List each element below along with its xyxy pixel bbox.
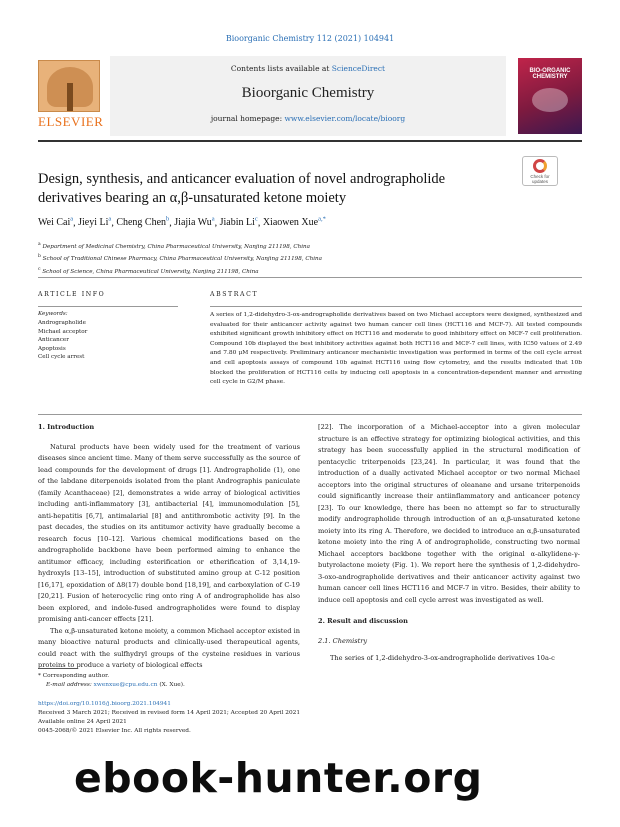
affiliation-divider [38, 277, 582, 278]
cover-title-line1: BIO-ORGANIC [529, 68, 571, 74]
keyword: Apoptosis [38, 345, 66, 352]
email-link[interactable]: xwenxue@cpu.edu.cn [93, 682, 158, 688]
abstract-bottom-divider [38, 414, 582, 415]
check-for-updates-badge[interactable] [522, 156, 558, 186]
author[interactable]: Xiaowen Xue$^{a,*}$ [262, 216, 326, 229]
section-heading-results: 2. Result and discussion [318, 617, 408, 625]
intro-paragraph: The α,β-unsaturated ketone moiety, a common Michael acceptor existed in many bioactive natural products and clinically-used therapeutical agents, could react with the sulfhydryl groups of the cysteine residues in various proteins to produce a variety of biological effects [38, 626, 300, 669]
section-heading-introduction: 1. Introduction [38, 423, 95, 431]
journal-masthead [38, 56, 582, 136]
doi-link[interactable]: https://doi.org/10.1016/j.bioorg.2021.104941 [38, 701, 171, 707]
abstract-text: A series of 1,2-didehydro-3-ox-andrographolide derivatives based on two Michael acceptors were designed, synthesized and evaluated for their anticancer activity against two human cancer cell lines (HCT116 and MCF-7). All tested compounds exhibited significant growth inhibitory effect on HCT116 and moderate to good inhibitory effect on MCF-7 cell proliferation. Compound 10b displayed the best inhibitory activities against both HCT116 and MCF-7 cell lines, with IC50 values of 2.49 and 7.80 μM respectively. Preliminary anticancer mechanistic investigation was performed in terms of the cell cycle arrest and cell apoptosis assays of compound 10b against HCT116 using flow cytometry, and the results indicated that 10b blocked the proliferation of HCT116 cells by inducing cell apoptosis in a concentration-dependent manner and arresting cell cycle in G2/M phase. [210, 312, 582, 386]
affiliation: $^a$ Department of Medicinal Chemistry, China Pharmaceutical University, Nanjing 211198, China [38, 242, 310, 250]
body-column-right [318, 422, 580, 665]
journal-cover-image[interactable] [518, 58, 582, 134]
header-divider [38, 140, 582, 142]
affiliation: $^c$ School of Science, China Pharmaceutical University, Nanjing 211198, China [38, 266, 259, 275]
contents-prefix: Contents lists available at [230, 64, 332, 73]
watermark-text: ebook-hunter.org [74, 754, 483, 802]
affiliation: $^b$ School of Traditional Chinese Pharmacy, China Pharmaceutical University, Nanjing 211198, China [38, 254, 322, 263]
keyword: Cell cycle arrest [38, 354, 85, 360]
abstract-divider [210, 306, 582, 307]
results-paragraph: The series of 1,2-didehydro-3-ox-andrographolide derivatives 10a-c [330, 654, 555, 662]
author[interactable]: Cheng Chen$^b$ [116, 216, 170, 229]
available-online: Available online 24 April 2021 [38, 719, 127, 725]
author[interactable]: Jiabin Li$^c$ [219, 216, 258, 229]
running-header[interactable]: Bioorganic Chemistry 112 (2021) 104941 [225, 34, 395, 43]
sciencedirect-link[interactable]: ScienceDirect [331, 64, 386, 73]
intro-paragraph-continued: [22]. The incorporation of a Michael-acceptor into a given molecular structure is an effective strategy for optimizing biological activities, and this strategy has been successfully applied in the structural modification of pentacyclic triterpenoids [23,24]. In particular, it was found that the introduction of a dually activated Michael acceptor or two normal Michael acceptors into the original structures of oleanane and ursane triterpenoids could significantly increase their antiinflammatory and anticancer potency [23]. To our knowledge, there has been no attempt so far to structurally modify andrographolide through introduction of an α,β-unsaturated ketone moiety into its ring A. Therefore, we decided to introduce an α,β-unsaturated ketone moiety into the ring A of andrographolide, constructing two normal Michael acceptors backbone together with the original α-alkylidene-γ-butyrolactone moiety (Fig. 1). We report here the synthesis of 1,2-didehydro-3-oxo-andrographolide derivatives and their anticancer activity against two human cancer cell lines HCT116 and MCF-7 in vitro. Besides, their ability to induce cell apoptosis and cell cycle arrest was investigated as well. [318, 423, 580, 604]
check-updates-label: Check for updates [530, 174, 550, 184]
affiliations [38, 240, 582, 277]
author[interactable]: Jieyi Li$^a$ [78, 216, 112, 229]
homepage-line [110, 114, 506, 123]
footnote-divider [38, 668, 78, 669]
keyword: Michael acceptor [38, 328, 88, 335]
keyword: Andrographolide [38, 320, 86, 326]
received-dates: Received 3 March 2021; Received in revised form 14 April 2021; Accepted 20 April 2021 [38, 710, 301, 716]
footnote [38, 672, 338, 690]
subsection-heading-chemistry: 2.1. Chemistry [318, 636, 368, 645]
author-list: Wei Cai$^a$, Jieyi Li$^a$, Cheng Chen$^b$, Jiajia Wu$^a$, Jiabin Li$^c$, Xiaowen Xue$^{a,*}$ [38, 216, 326, 229]
keywords-label: Keywords: [38, 311, 68, 317]
email-line: E-mail address: xwenxue@cpu.edu.cn (X. Xue). [46, 682, 185, 688]
author[interactable]: Jiajia Wu$^a$ [174, 216, 215, 229]
elsevier-tree-icon [38, 60, 100, 112]
doi-block [38, 700, 438, 736]
keyword-list [38, 319, 87, 362]
author[interactable]: Wei Cai$^a$ [38, 216, 74, 229]
cover-title-line2: CHEMISTRY [532, 74, 568, 80]
contents-line [110, 64, 506, 73]
article-info-heading: ARTICLE INFO [38, 291, 106, 298]
article-title: Design, synthesis, and anticancer evaluation of novel andrographolide derivatives bearing an α,β-unsaturated ketone moiety [38, 171, 446, 206]
check-updates-icon [533, 159, 547, 173]
keyword: Anticancer [38, 337, 69, 343]
journal-info-box [110, 56, 506, 136]
copyright: 0045-2068/© 2021 Elsevier Inc. All rights reserved. [38, 728, 191, 734]
abstract-heading: ABSTRACT [210, 291, 259, 298]
corresponding-author-note: * Corresponding author. [38, 673, 110, 679]
cover-art [532, 88, 568, 112]
publisher-name: ELSEVIER [38, 114, 104, 129]
journal-name: Bioorganic Chemistry [241, 85, 375, 101]
intro-paragraph: Natural products have been widely used for the treatment of various diseases since ancient time. Many of them serve successfully as the source of lead compounds for the development of drugs [1]. Andrographolide (1), one of the labdane diterpenoids isolated from the plant Andrographis paniculate (family Acanthaceae) [2], demonstrates a wide array of biological activities including anti-inflammatory [3], antibacterial [4], immunomodulation [5], anti-hepatitis [6,7], antimalarial [8] and antithrombotic activity [9]. In the past decades, the studies on its antitumor activity have gradually become a research focus [10–12]. Various chemical modifications based on the andrographolide backbone have been performed aiming to enhance the antitumor efficacy, including esterification or etherification of 3,14,19-hydroxyls [13–15], introduction of substituted amino group at C-12 position [16,17], epoxidation of Δ8(17) double bond [18,19], and carboxylation of C-19 [20,21]. Fusion of heterocyclic ring onto ring A of andrographolide has also been explored, and indole-fused andrographolides were found to display promising anti-cancer effects [21]. [38, 442, 300, 623]
homepage-link[interactable]: www.elsevier.com/locate/bioorg [284, 114, 406, 123]
body-column-left [38, 422, 300, 672]
article-info-divider [38, 306, 178, 307]
elsevier-logo[interactable] [38, 60, 102, 132]
homepage-prefix: journal homepage: [210, 114, 285, 123]
